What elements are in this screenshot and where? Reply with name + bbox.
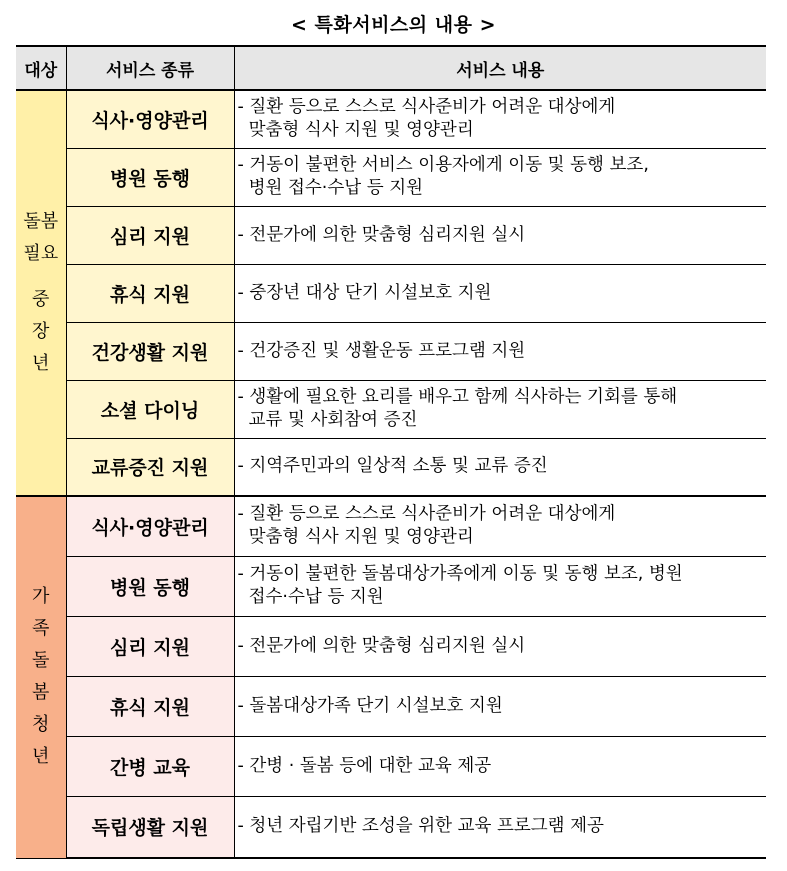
service-content-line: - 중장년 대상 단기 시설보호 지원 bbox=[237, 282, 492, 303]
service-content-line: 병원 접수·수납 등 지원 bbox=[237, 178, 424, 198]
service-content bbox=[234, 796, 766, 858]
service-name: 건강생활 지원 bbox=[66, 322, 234, 380]
table-row bbox=[16, 736, 766, 796]
target-label-line: 돌 bbox=[32, 650, 50, 672]
service-content-line: - 생활에 필요한 요리를 배우고 함께 식사하는 기회를 통해 bbox=[237, 387, 678, 407]
service-content-line: 교류 및 사회참여 증진 bbox=[237, 410, 418, 430]
service-content bbox=[234, 206, 766, 264]
target-label-line: 년 bbox=[32, 746, 50, 768]
page-title: < 특화서비스의 내용 > bbox=[290, 14, 497, 36]
target-family-care-youth bbox=[16, 496, 66, 858]
service-content-line: - 돌봄대상가족 단기 시설보호 지원 bbox=[237, 695, 503, 716]
service-content bbox=[234, 322, 766, 380]
service-content bbox=[234, 736, 766, 796]
target-label-line: 돌봄 bbox=[23, 211, 59, 232]
target-label-line: 가 bbox=[32, 586, 50, 608]
service-name: 심리 지원 bbox=[66, 616, 234, 676]
service-content-line: 맞춤형 식사 지원 및 영양관리 bbox=[237, 120, 474, 141]
service-content-line: - 전문가에 의한 맞춤형 심리지원 실시 bbox=[237, 224, 526, 245]
table-row bbox=[16, 380, 766, 438]
table-row bbox=[16, 796, 766, 858]
service-table bbox=[16, 45, 766, 859]
service-content-line: 맞춤형 식사 지원 및 영양관리 bbox=[237, 527, 474, 548]
service-content-line: - 지역주민과의 일상적 소통 및 교류 증진 bbox=[237, 456, 548, 477]
service-content-line: - 전문가에 의한 맞춤형 심리지원 실시 bbox=[237, 635, 526, 656]
table-row bbox=[16, 496, 766, 556]
service-content-line: - 청년 자립기반 조성을 위한 교육 프로그램 제공 bbox=[237, 816, 604, 837]
service-content bbox=[234, 676, 766, 736]
table-row bbox=[16, 676, 766, 736]
target-label-line: 장 bbox=[32, 321, 50, 342]
service-content-line: - 건강증진 및 생활운동 프로그램 지원 bbox=[237, 340, 526, 361]
service-content bbox=[234, 90, 766, 148]
service-content bbox=[234, 496, 766, 556]
target-label-line: 년 bbox=[32, 353, 50, 374]
service-name: 간병 교육 bbox=[66, 736, 234, 796]
table-row bbox=[16, 438, 766, 496]
service-content bbox=[234, 264, 766, 322]
service-content-line: - 거동이 불편한 돌봄대상가족에게 이동 및 동행 보조, 병원 bbox=[237, 564, 683, 584]
table-header-row bbox=[16, 46, 766, 90]
target-label-line: 족 bbox=[32, 618, 50, 640]
service-content bbox=[234, 438, 766, 496]
service-name: 교류증진 지원 bbox=[66, 438, 234, 496]
service-content bbox=[234, 380, 766, 438]
table-row bbox=[16, 322, 766, 380]
header-content: 서비스 내용 bbox=[234, 46, 766, 90]
table-row bbox=[16, 556, 766, 616]
service-name: 병원 동행 bbox=[66, 148, 234, 206]
target-label-line: 중 bbox=[32, 289, 50, 310]
target-label-line: 봄 bbox=[32, 682, 50, 704]
service-content-line: - 거동이 불편한 서비스 이용자에게 이동 및 동행 보조, bbox=[237, 155, 649, 175]
service-content-line: - 질환 등으로 스스로 식사준비가 어려운 대상에게 bbox=[237, 97, 616, 118]
service-name: 병원 동행 bbox=[66, 556, 234, 616]
service-name: 식사·영양관리 bbox=[66, 90, 234, 148]
header-service: 서비스 종류 bbox=[66, 46, 234, 90]
table-row bbox=[16, 616, 766, 676]
target-label-line: 필요 bbox=[23, 243, 59, 264]
service-name: 독립생활 지원 bbox=[66, 796, 234, 858]
target-label-line bbox=[16, 270, 66, 284]
target-label-line: 청 bbox=[32, 714, 50, 736]
service-name: 소셜 다이닝 bbox=[66, 380, 234, 438]
service-name: 휴식 지원 bbox=[66, 676, 234, 736]
service-name: 식사·영양관리 bbox=[66, 496, 234, 556]
service-content bbox=[234, 616, 766, 676]
service-content-line: - 질환 등으로 스스로 식사준비가 어려운 대상에게 bbox=[237, 504, 616, 525]
service-content bbox=[234, 556, 766, 616]
header-target: 대상 bbox=[16, 46, 66, 90]
service-content bbox=[234, 148, 766, 206]
service-name: 휴식 지원 bbox=[66, 264, 234, 322]
target-middle-aged bbox=[16, 90, 66, 496]
table-row bbox=[16, 148, 766, 206]
service-content-line: 접수·수납 등 지원 bbox=[237, 587, 384, 607]
service-content-line: - 간병 · 돌봄 등에 대한 교육 제공 bbox=[237, 755, 492, 776]
table-row bbox=[16, 90, 766, 148]
table-row bbox=[16, 264, 766, 322]
service-name: 심리 지원 bbox=[66, 206, 234, 264]
table-row bbox=[16, 206, 766, 264]
